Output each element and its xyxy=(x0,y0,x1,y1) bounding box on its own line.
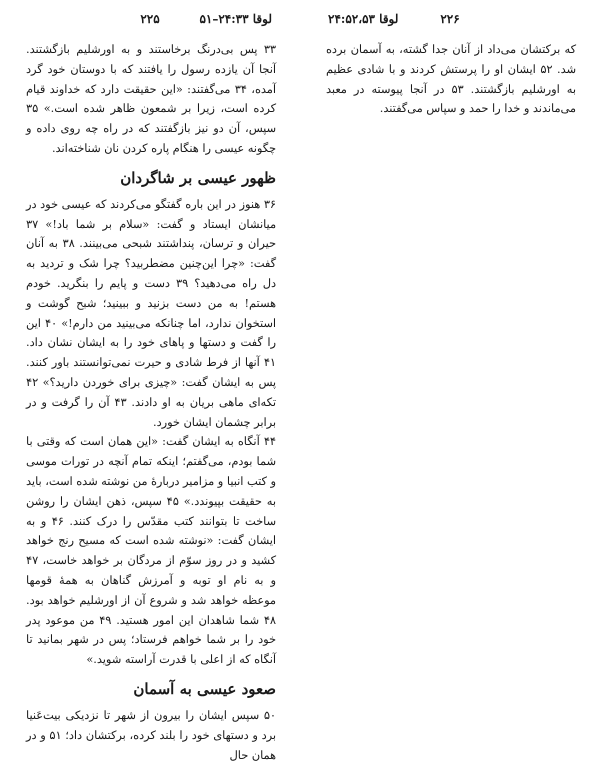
right-page-number: ۲۲۶ xyxy=(440,12,460,26)
left-text-block xyxy=(26,40,276,765)
right-running-head xyxy=(328,12,572,28)
paragraph: ۳۶ هنوز در این باره گفتگو می‌کردند که عیسی خود در میانشان ایستاد و گفت: «سلام بر شما باد!» ۳۷ حیران و ترسان، پنداشتند شبحی می‌بینند. ۳۸ به آنان گفت: «چرا این‌چنین مضطربید؟ چرا شک و تردید به دل راه می‌دهید؟ ۳۹ دست و پایم را بنگرید. خودم هستم! به من دست بزنید و ببینید؛ شبح گوشت و استخوان ندارد، اما چنانکه می‌بینید من دارم!» ۴۰ این را گفت و دستها و پاهای خود را به ایشان نشان داد. ۴۱ آنها از فرط شادی و حیرت نمی‌توانستند باور کنند. پس به ایشان گفت: «چیزی برای خوردن دارید؟» ۴۲ تکه‌ای ماهی بریان به او دادند. ۴۳ آن را گرفت و در برابر چشمان ایشان خورد. xyxy=(26,197,276,429)
section-heading-ascension: صعود عیسی به آسمان xyxy=(133,679,276,698)
left-page-number: ۲۲۵ xyxy=(140,12,160,26)
left-head-reference: لوقا ۲۴:۳۳–۵۱ xyxy=(199,12,272,26)
section-heading-appearance: ظهور عیسی بر شاگردان xyxy=(120,168,276,187)
left-page xyxy=(0,0,300,762)
left-running-head xyxy=(28,12,272,28)
paragraph: ۵۰ سپس ایشان را بیرون از شهر تا نزدیکی بیت‌عَنیا برد و دستهای خود را بلند کرده، برکتشان داد؛ ۵۱ و در همان حال xyxy=(26,708,276,762)
right-head-reference: لوقا ۲۴:۵۲،۵۳ xyxy=(328,12,399,26)
paragraph: ۴۴ آنگاه به ایشان گفت: «این همان است که وقتی با شما بودم، می‌گفتم؛ اینکه تمام آنچه در تورات موسی و کتب انبیا و مزامیر دربارهٔ من نوشته شده است، باید به حقیقت بپیوندد.» ۴۵ سپس، ذهن ایشان را روشن ساخت تا بتوانند کتب مقدّس را درک کنند. ۴۶ و به ایشان گفت: «نوشته شده است که مسیح رنج خواهد کشید و در روز سوّم از مردگان بر خواهد خاست، ۴۷ و به نام او توبه و آمرزش گناهان به همهٔ قومها موعظه خواهد شد و شروع آن از اورشلیم خواهد بود. ۴۸ شما شاهدان این امور هستید. ۴۹ من موعود پدر خود را بر شما خواهم فرستاد؛ پس در شهر بمانید تا آنگاه که از اعلی با قدرت آراسته شوید.» xyxy=(26,435,276,667)
right-text-block xyxy=(326,40,576,119)
right-page xyxy=(300,0,600,626)
paragraph: ۳۳ پس بی‌درنگ برخاستند و به اورشلیم بازگشتند. آنجا آن یازده رسول را یافتند که با دوستان خود گرد آمده، ۳۴ می‌گفتند: «این حقیقت دارد که خداوند قیام کرده است، زیرا بر شمعون ظاهر شده است.» ۳۵ سپس، آن دو نیز بازگفتند که در راه چه روی داده و چگونه عیسی را هنگام پاره کردن نان شناخته‌اند. xyxy=(26,43,276,155)
paragraph: که برکتشان می‌داد از آنان جدا گشته، به آسمان برده شد. ۵۲ ایشان او را پرستش کردند و با شادی عظیم به اورشلیم بازگشتند. ۵۳ در آنجا پیوسته در معبد می‌ماندند و خدا را حمد و سپاس می‌گفتند. xyxy=(326,43,577,116)
